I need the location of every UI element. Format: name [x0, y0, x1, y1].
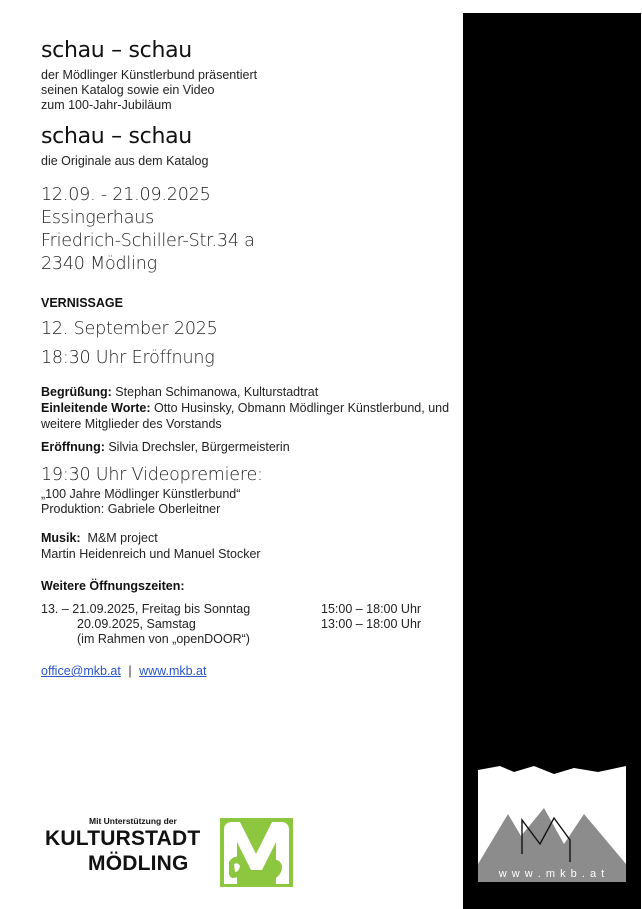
event-info: [41, 184, 461, 276]
flyer-content: [41, 38, 461, 678]
video-title: „100 Jahre Mödlinger Künstlerbund“: [41, 487, 241, 501]
vernissage-opening: 18:30 Uhr Eröffnung: [41, 348, 215, 368]
opening-text: Silvia Drechsler, Bürgermeisterin: [104, 440, 290, 454]
event-city: 2340 Mödling: [41, 254, 157, 274]
music-text: M&M project: [80, 531, 158, 545]
link-separator: |: [128, 664, 132, 678]
logo-url-text: w w w . m k b . a t: [498, 868, 606, 880]
speaker-greeting: [41, 384, 461, 400]
event-venue: Essingerhaus: [41, 208, 155, 228]
website-link[interactable]: www.mkb.at: [139, 664, 207, 678]
intro-speaker-text: Otto Husinsky, Obmann Mödlinger Künstlerbund, und weitere Mitglieder des Vorstands: [41, 401, 450, 431]
vernissage-label: VERNISSAGE: [41, 296, 123, 310]
opening-label: Eröffnung:: [41, 440, 105, 454]
hours-row: [41, 602, 461, 617]
music-label: Musik:: [41, 531, 81, 545]
intro-text: [41, 68, 461, 113]
event-dates: 12.09. - 21.09.2025: [41, 185, 211, 205]
video-heading: 19:30 Uhr Videopremiere:: [41, 465, 263, 485]
hours-days: 13. – 21.09.2025, Freitag bis Sonntag: [41, 602, 251, 616]
greeting-text: Stephan Schimanowa, Kulturstadtrat: [111, 385, 319, 399]
section-title-1: schau – schau: [41, 38, 192, 63]
hours-note: (im Rahmen von „openDOOR“): [77, 632, 250, 646]
video-production: Produktion: Gabriele Oberleitner: [41, 502, 221, 516]
speaker-intro: [41, 400, 461, 432]
mkb-logo: [478, 766, 626, 882]
music-performers: Martin Heidenreich und Manuel Stocker: [41, 547, 261, 561]
contact-links: [41, 664, 461, 678]
vernissage-date: 12. September 2025: [41, 319, 218, 339]
intro-line: zum 100-Jahr-Jubiläum: [41, 98, 172, 112]
hours-row: [41, 617, 461, 632]
hours-days: 20.09.2025, Samstag: [77, 617, 196, 631]
intro-line: seinen Katalog sowie ein Video: [41, 83, 215, 97]
sponsor-line2: MÖDLING: [88, 852, 189, 875]
music-line: [41, 530, 461, 546]
intro-label: Einleitende Worte:: [41, 401, 151, 415]
hours-time: 15:00 – 18:00 Uhr: [321, 602, 422, 616]
sponsor-tagline: Mit Unterstützung der: [89, 816, 177, 826]
kulturstadt-logo: [41, 816, 301, 888]
intro-line: der Mödlinger Künstlerbund präsentiert: [41, 68, 258, 82]
email-link[interactable]: office@mkb.at: [41, 664, 121, 678]
event-street: Friedrich-Schiller-Str.34 a: [41, 231, 255, 251]
hours-time: 13:00 – 18:00 Uhr: [321, 617, 422, 631]
speaker-opening: [41, 439, 461, 455]
hours-table: [41, 602, 461, 647]
hours-heading: Weitere Öffnungszeiten:: [41, 579, 185, 593]
sponsor-line1: KULTURSTADT: [45, 827, 201, 850]
greeting-label: Begrüßung:: [41, 385, 112, 399]
section-title-2: schau – schau: [41, 124, 192, 149]
section-subtitle: die Originale aus dem Katalog: [41, 154, 209, 168]
kulturstadt-emblem-icon: [220, 818, 293, 887]
